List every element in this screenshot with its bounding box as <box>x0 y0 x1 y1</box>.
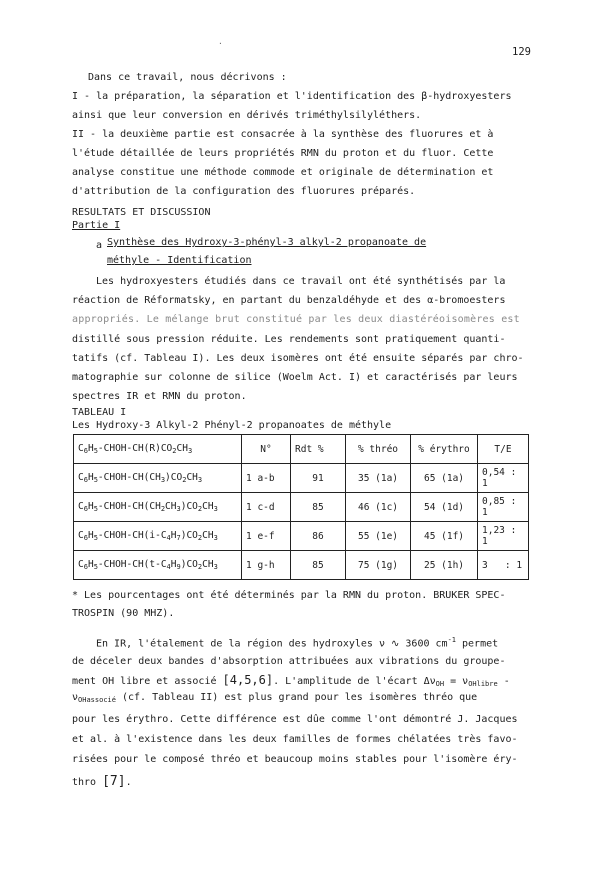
paragraph-line: matographie sur colonne de silice (Woelm Act. I) et caractérisés par leurs <box>72 372 518 383</box>
citation-ref: [7] <box>102 774 126 789</box>
paragraph-line: pour les érythro. Cette différence est dûe comme l'ont démontré J. Jacques <box>72 714 518 725</box>
paragraph-line: réaction de Réformatsky, en partant du benzaldéhyde et des α-bromoesters <box>72 295 506 306</box>
citation-ref: [4,5,6] <box>222 673 274 687</box>
header-number: N° <box>242 435 291 464</box>
speck-mark: · <box>218 39 223 48</box>
paragraph-line: Les hydroxyesters étudiés dans ce travail ont été synthétisés par la <box>96 276 506 287</box>
cell-number: 1 c-d <box>242 493 291 522</box>
subsection-title-line: Synthèse des Hydroxy-3-phényl-3 alkyl-2 propanoate de <box>107 237 427 248</box>
intro-line: analyse constitue une méthode commode et originale de détermination et <box>72 167 494 178</box>
intro-line: I - la préparation, la séparation et l'identification des β-hydroxyesters <box>72 91 512 102</box>
paragraph-line: En IR, l'étalement de la région des hydroxyles ν ∿ 3600 $cm^{-1}$ permet <box>96 636 499 650</box>
paragraph-line: thro [7]. <box>72 774 132 789</box>
subsection-title-line: méthyle - Identification <box>107 255 252 266</box>
data-table <box>73 434 529 580</box>
cell-yield: 86 <box>291 522 346 551</box>
intro-line: II - la deuxième partie est consacrée à la synthèse des fluorures et à <box>72 129 494 140</box>
cell-compound: $C_6H_5-CHOH-CH(t-C_4H_9)CO_2CH_3$ <box>74 551 242 580</box>
cell-te: 3 : 1 <box>478 551 529 580</box>
table-row <box>74 551 529 580</box>
header-te: T/E <box>478 435 529 464</box>
cell-te: 0,85 : 1 <box>478 493 529 522</box>
cell-yield: 91 <box>291 464 346 493</box>
page-number: 129 <box>512 46 531 58</box>
cell-erythro: 54 (1d) <box>411 493 478 522</box>
table-row <box>74 522 529 551</box>
header-threo: % thréo <box>346 435 411 464</box>
footnote-line: * Les pourcentages ont été déterminés par la RMN du proton. BRUKER SPEC- <box>72 590 506 601</box>
paragraph-line: risées pour le composé thréo et beaucoup moins stables pour l'isomère éry- <box>72 754 518 765</box>
intro-line: l'étude détaillée de leurs propriétés RMN du proton et du fluor. Cette <box>72 148 494 159</box>
cell-erythro: 65 (1a) <box>411 464 478 493</box>
paragraph-line: distillé sous pression réduite. Les rendements sont pratiquement quanti- <box>72 334 506 345</box>
cell-threo: 46 (1c) <box>346 493 411 522</box>
paragraph-line: appropriés. Le mélange brut constitué par les deux diastéréoisomères est <box>72 314 520 325</box>
intro-line: Dans ce travail, nous décrivons : <box>88 72 287 83</box>
table-header-row <box>74 435 529 464</box>
cell-threo: 75 (1g) <box>346 551 411 580</box>
paragraph-line: ment OH libre et associé [4,5,6]. L'amplitude de l'écart $\Delta\nu_{OH} = \nu_{OHlibre}$ - <box>72 673 510 688</box>
cell-compound: $C_6H_5-CHOH-CH(i-C_4H_7)CO_2CH_3$ <box>74 522 242 551</box>
cell-erythro: 45 (1f) <box>411 522 478 551</box>
paragraph-line: tatifs (cf. Tableau I). Les deux isomères ont été ensuite séparés par chro- <box>72 353 524 364</box>
section-heading: RESULTATS ET DISCUSSION <box>72 207 211 218</box>
header-yield: Rdt % <box>291 435 346 464</box>
cell-compound: $C_6H_5-CHOH-CH(CH_2CH_3)CO_2CH_3$ <box>74 493 242 522</box>
cell-te: 0,54 : 1 <box>478 464 529 493</box>
header-erythro: % érythro <box>411 435 478 464</box>
cell-threo: 55 (1e) <box>346 522 411 551</box>
header-compound: $C_6H_5-CHOH-CH(R)CO_2CH_3$ <box>74 435 242 464</box>
table-row <box>74 464 529 493</box>
intro-line: d'attribution de la configuration des fluorures préparés. <box>72 186 416 197</box>
cell-threo: 35 (1a) <box>346 464 411 493</box>
intro-line: ainsi que leur conversion en dérivés triméthylsilyléthers. <box>72 110 422 121</box>
paragraph-line: et al. à l'existence dans les deux familles de formes chélatées très favo- <box>72 734 518 745</box>
footnote-line: TROSPIN (90 MHZ). <box>72 608 175 619</box>
cell-erythro: 25 (1h) <box>411 551 478 580</box>
cell-number: 1 e-f <box>242 522 291 551</box>
paragraph-line: $\nu_{OHassocié}$ (cf. Tableau II) est plus grand pour les isomères thréo que <box>72 692 478 704</box>
cell-te: 1,23 : 1 <box>478 522 529 551</box>
paragraph-line: de déceler deux bandes d'absorption attribuées aux vibrations du groupe- <box>72 656 506 667</box>
cell-number: 1 a-b <box>242 464 291 493</box>
cell-yield: 85 <box>291 551 346 580</box>
cell-yield: 85 <box>291 493 346 522</box>
table-row <box>74 493 529 522</box>
cell-number: 1 g-h <box>242 551 291 580</box>
table-caption: Les Hydroxy-3 Alkyl-2 Phényl-2 propanoates de méthyle <box>72 420 392 431</box>
paragraph-line: spectres IR et RMN du proton. <box>72 391 247 402</box>
part-heading: Partie I <box>72 220 121 231</box>
subsection-letter: a <box>96 240 103 251</box>
table-label: TABLEAU I <box>72 407 127 418</box>
cell-compound: $C_6H_5-CHOH-CH(CH_3)CO_2CH_3$ <box>74 464 242 493</box>
